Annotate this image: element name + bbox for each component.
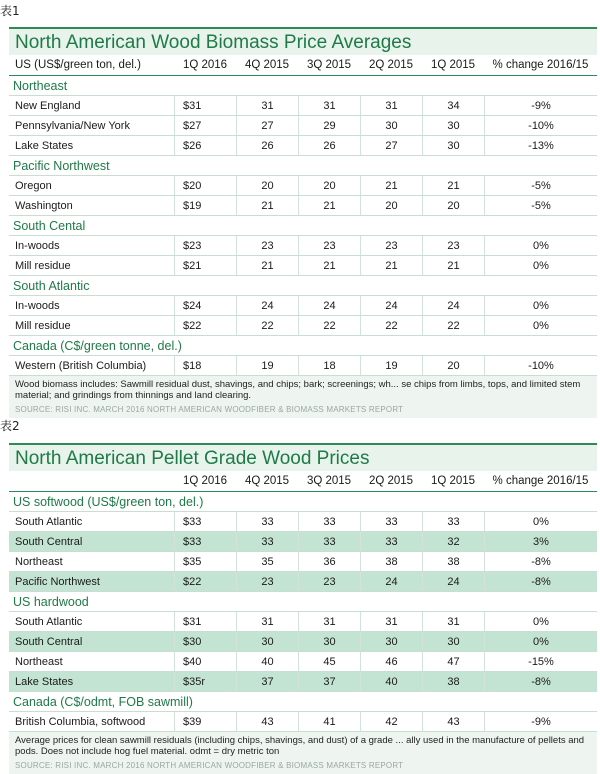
column-header: 3Q 2015 xyxy=(306,475,352,487)
table-cell: 30 xyxy=(360,632,422,651)
section-heading: Pacific Northwest xyxy=(9,156,597,176)
table-cell: 30 xyxy=(422,136,484,155)
table-cell: 31 xyxy=(360,96,422,115)
table-cell: 29 xyxy=(298,116,360,135)
row-label: Mill residue xyxy=(15,319,71,332)
table-cell: $24 xyxy=(174,296,236,315)
table2-caption: 表2 xyxy=(0,419,20,433)
table-cell: $39 xyxy=(174,712,236,731)
source-line: SOURCE: RISI INC. MARCH 2016 NORTH AMERICAN WOODFIBER & BIOMASS MARKETS REPORT xyxy=(15,761,404,770)
table-cell: $35 xyxy=(174,552,236,571)
table-cell: $27 xyxy=(174,116,236,135)
table-cell: $35r xyxy=(174,672,236,691)
table-cell: 24 xyxy=(298,296,360,315)
table-row xyxy=(9,652,597,672)
column-header: % change 2016/15 xyxy=(492,59,589,71)
table-row xyxy=(9,632,597,652)
table-header-row xyxy=(9,55,597,76)
table-cell: -13% xyxy=(484,136,597,155)
table-cell: 22 xyxy=(236,316,298,335)
table-cell: 0% xyxy=(484,512,597,531)
table-cell: 33 xyxy=(236,532,298,551)
row-label: South Atlantic xyxy=(15,615,83,628)
table-cell: 47 xyxy=(422,652,484,671)
table-cell: $22 xyxy=(174,572,236,591)
section-heading: Northeast xyxy=(9,76,597,96)
table-cell: 42 xyxy=(360,712,422,731)
source-line: SOURCE: RISI INC. MARCH 2016 NORTH AMERICAN WOODFIBER & BIOMASS MARKETS REPORT xyxy=(15,405,404,414)
table-cell: 41 xyxy=(298,712,360,731)
column-header: 4Q 2015 xyxy=(244,475,290,487)
table-cell: 20 xyxy=(422,196,484,215)
table-cell: 43 xyxy=(422,712,484,731)
table-cell: 20 xyxy=(236,176,298,195)
table-cell: 26 xyxy=(298,136,360,155)
table-row xyxy=(9,532,597,552)
table-cell: 38 xyxy=(360,552,422,571)
table-cell: 31 xyxy=(236,612,298,631)
table-cell: 33 xyxy=(422,512,484,531)
table-cell: 34 xyxy=(422,96,484,115)
table-cell: $33 xyxy=(174,532,236,551)
row-label: Lake States xyxy=(15,139,74,152)
row-label: New England xyxy=(15,99,81,112)
column-header: 2Q 2015 xyxy=(368,59,414,71)
table-cell: 24 xyxy=(422,572,484,591)
row-label: Washington xyxy=(15,199,73,212)
wood-biomass-price-table xyxy=(9,27,597,418)
table-cell: 27 xyxy=(236,116,298,135)
table-row xyxy=(9,196,597,216)
section-heading: South Atlantic xyxy=(9,276,597,296)
table-row xyxy=(9,552,597,572)
section-heading: South Cental xyxy=(9,216,597,236)
table-cell: 0% xyxy=(484,236,597,255)
row-label: British Columbia, softwood xyxy=(15,715,146,728)
table-cell: -10% xyxy=(484,116,597,135)
row-label: Western (British Columbia) xyxy=(15,359,147,372)
table-cell: 31 xyxy=(360,612,422,631)
table-cell: 30 xyxy=(298,632,360,651)
table-cell: 21 xyxy=(360,256,422,275)
table-title: North American Wood Biomass Price Averages xyxy=(9,27,597,55)
table-cell: 33 xyxy=(298,532,360,551)
table-cell: 46 xyxy=(360,652,422,671)
table-cell: 38 xyxy=(422,672,484,691)
table-row xyxy=(9,612,597,632)
section-heading: Canada (C$/odmt, FOB sawmill) xyxy=(9,692,597,712)
table-cell: 40 xyxy=(360,672,422,691)
table-row xyxy=(9,296,597,316)
table-cell: 20 xyxy=(360,196,422,215)
table-cell: -9% xyxy=(484,712,597,731)
table-cell: -8% xyxy=(484,552,597,571)
table-cell: $23 xyxy=(174,236,236,255)
table-cell: 21 xyxy=(236,196,298,215)
table-row xyxy=(9,572,597,592)
table-cell: 26 xyxy=(236,136,298,155)
table-cell: 21 xyxy=(360,176,422,195)
table-footer xyxy=(9,732,597,774)
table-footer xyxy=(9,376,597,418)
table-cell: 43 xyxy=(236,712,298,731)
table-cell: $30 xyxy=(174,632,236,651)
table-title: North American Pellet Grade Wood Prices xyxy=(9,443,597,471)
table-row xyxy=(9,96,597,116)
table-cell: -10% xyxy=(484,356,597,375)
table1-caption: 表1 xyxy=(0,4,20,18)
column-header: 2Q 2015 xyxy=(368,475,414,487)
footnote: Wood biomass includes: Sawmill residual dust, shavings, and chips; bark; screenings; wh... se chips from limbs, tops, and limited stem material; and grindings from thinnings and land clearing. xyxy=(15,379,581,401)
table-cell: 20 xyxy=(422,356,484,375)
table-cell: 23 xyxy=(236,236,298,255)
table-cell: 3% xyxy=(484,532,597,551)
section-heading: US hardwood xyxy=(9,592,597,612)
table-cell: 30 xyxy=(236,632,298,651)
table-cell: 30 xyxy=(422,632,484,651)
table-cell: 21 xyxy=(422,256,484,275)
table-row xyxy=(9,316,597,336)
table-cell: 0% xyxy=(484,612,597,631)
row-label: South Central xyxy=(15,535,83,548)
table-cell: $20 xyxy=(174,176,236,195)
table-cell: 24 xyxy=(360,572,422,591)
row-label: South Atlantic xyxy=(15,515,83,528)
column-header: 1Q 2016 xyxy=(182,59,228,71)
table-cell: 24 xyxy=(422,296,484,315)
table-cell: -9% xyxy=(484,96,597,115)
table-row xyxy=(9,712,597,732)
table-cell: 0% xyxy=(484,632,597,651)
table-row xyxy=(9,236,597,256)
row-label: In-woods xyxy=(15,299,60,312)
table-cell: 31 xyxy=(422,612,484,631)
row-label: Oregon xyxy=(15,179,52,192)
table-cell: 37 xyxy=(298,672,360,691)
column-header: US (US$/green ton, del.) xyxy=(15,59,141,71)
section-heading: Canada (C$/green tonne, del.) xyxy=(9,336,597,356)
table-cell: 31 xyxy=(298,96,360,115)
table-row xyxy=(9,136,597,156)
table-cell: -8% xyxy=(484,572,597,591)
table-cell: 23 xyxy=(298,572,360,591)
table-cell: 24 xyxy=(360,296,422,315)
table-cell: 22 xyxy=(422,316,484,335)
table-cell: 38 xyxy=(422,552,484,571)
row-label: Lake States xyxy=(15,675,74,688)
table-cell: 30 xyxy=(422,116,484,135)
table-cell: 21 xyxy=(298,196,360,215)
table-cell: -5% xyxy=(484,176,597,195)
table-cell: 35 xyxy=(236,552,298,571)
column-header: 3Q 2015 xyxy=(306,59,352,71)
table-cell: $22 xyxy=(174,316,236,335)
table-cell: 23 xyxy=(236,572,298,591)
column-header: % change 2016/15 xyxy=(492,475,589,487)
table-header-row xyxy=(9,471,597,492)
table-cell: 23 xyxy=(360,236,422,255)
table-cell: 21 xyxy=(298,256,360,275)
footnote: Average prices for clean sawmill residuals (including chips, shavings, and dust) of a grade ... ally used in the manufacture of pellets and pods. Does not include hog fuel material. odmt = dry metric ton xyxy=(15,735,585,757)
table-cell: 0% xyxy=(484,256,597,275)
row-label: Pacific Northwest xyxy=(15,575,100,588)
table-row xyxy=(9,116,597,136)
table-cell: 36 xyxy=(298,552,360,571)
column-header: 1Q 2016 xyxy=(182,475,228,487)
table-cell: 27 xyxy=(360,136,422,155)
table-row xyxy=(9,176,597,196)
pellet-wood-price-table xyxy=(9,443,597,774)
row-label: In-woods xyxy=(15,239,60,252)
table-cell: 33 xyxy=(298,512,360,531)
table-cell: 31 xyxy=(236,96,298,115)
table-cell: 37 xyxy=(236,672,298,691)
table-cell: 23 xyxy=(298,236,360,255)
table-cell: -8% xyxy=(484,672,597,691)
row-label: Northeast xyxy=(15,555,63,568)
row-label: Pennsylvania/New York xyxy=(15,119,130,132)
table-row xyxy=(9,256,597,276)
table-row xyxy=(9,356,597,376)
table-cell: 32 xyxy=(422,532,484,551)
table-cell: 30 xyxy=(360,116,422,135)
table-row xyxy=(9,672,597,692)
table-cell: $31 xyxy=(174,612,236,631)
table-cell: $21 xyxy=(174,256,236,275)
table-row xyxy=(9,512,597,532)
table-cell: 19 xyxy=(236,356,298,375)
table-cell: 19 xyxy=(360,356,422,375)
column-header: 1Q 2015 xyxy=(430,59,476,71)
table-cell: -15% xyxy=(484,652,597,671)
row-label: Northeast xyxy=(15,655,63,668)
table-cell: 22 xyxy=(298,316,360,335)
table-cell: 33 xyxy=(360,512,422,531)
table-cell: $26 xyxy=(174,136,236,155)
table-cell: 0% xyxy=(484,296,597,315)
table-cell: 21 xyxy=(422,176,484,195)
table-cell: $31 xyxy=(174,96,236,115)
table-cell: $19 xyxy=(174,196,236,215)
row-label: Mill residue xyxy=(15,259,71,272)
table-cell: 21 xyxy=(236,256,298,275)
table-cell: $40 xyxy=(174,652,236,671)
row-label: South Central xyxy=(15,635,83,648)
table-cell: 22 xyxy=(360,316,422,335)
table-cell: 31 xyxy=(298,612,360,631)
table-cell: $18 xyxy=(174,356,236,375)
table-cell: 18 xyxy=(298,356,360,375)
table-cell: 24 xyxy=(236,296,298,315)
table-cell: 0% xyxy=(484,316,597,335)
table-cell: 45 xyxy=(298,652,360,671)
table-cell: 33 xyxy=(360,532,422,551)
table-cell: $33 xyxy=(174,512,236,531)
table-cell: 23 xyxy=(422,236,484,255)
column-header: 1Q 2015 xyxy=(430,475,476,487)
table-cell: 20 xyxy=(298,176,360,195)
table-cell: 33 xyxy=(236,512,298,531)
table-cell: 40 xyxy=(236,652,298,671)
table-cell: -5% xyxy=(484,196,597,215)
section-heading: US softwood (US$/green ton, del.) xyxy=(9,492,597,512)
column-header: 4Q 2015 xyxy=(244,59,290,71)
